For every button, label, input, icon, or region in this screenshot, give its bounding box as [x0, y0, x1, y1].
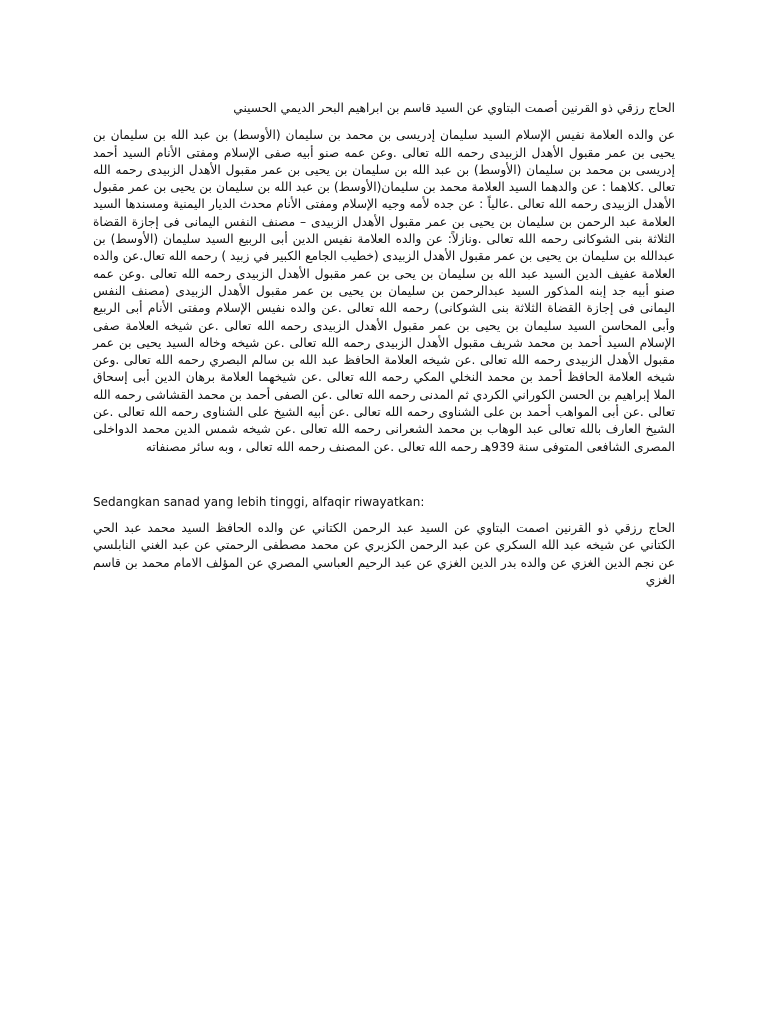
- sanad-chain-paragraph: عن والده العلامة نفيس الإسلام السيد سليمان إدريسى بن محمد بن سليمان (الأوسط) بن عبد الله بن سليمان بن يحيى بن عمر مقبول الأهدل الزبيدى رحمه الله تعالى .وعن عمه صنو أبيه صفى الإسلام ومفتى الأنام السيد أحمد إدريسى بن محمد بن سليمان (الأوسط) بن عبد الله بن سليمان بن يحيى بن عمر مقبول الأهدل الزبيدى رحمه الله تعالى .كلاهما : عن والدهما السيد العلامة محمد بن سليمان(الأوسط) بن عبد الله بن سليمان بن يحيى بن عمر مقبول الأهدل الزبيدى رحمه الله تعالى .عالياً : عن جده لأمه وجيه الإسلام ومفتى الأنام محدث الديار اليمنية ومسندها السيد العلامة عبد الرحمن بن سليمان بن يحيى بن عمر مقبول الأهدل الزبيدى – مصنف النفس اليمانى فى إجازة القضاة الثلاثة بنى الشوكانى رحمه الله تعالى .ونازلاً: عن والده العلامة نفيس الدين أبى الربيع السيد سليمان (الأوسط) بن عبدالله بن سليمان بن يحيى بن عمر مقبول الأهدل الزبيدى (خطيب الجامع الكبير في زبيد ) رحمه الله تعال.عن والده العلامة عفيف الدين السيد عبد الله بن سليمان بن يحى بن عمر مقبول الأهدل الزبيدى رحمه الله تعالى .وعن عمه صنو أبيه جد إبنه المذكور السيد عبدالرحمن بن سليمان بن يحيى بن عمر مقبول الأهدل الزبيدى (مصنف النفس اليمانى فى إجازة القضاة الثلاثة بنى الشوكانى) رحمه الله تعالى .عن والده نفيس الإسلام ومفتى الأنام أبى الربيع وأبى المحاسن السيد سليمان بن يحيى بن عمر مقبول الأهدل الزبيدى رحمه الله تعالى .عن شيخه العلامة صفى الإسلام السيد أحمد بن محمد شريف مقبول الأهدل الزبيدى رحمه الله تعالى .عن شيخه وخاله السيد يحيى بن عمر مقبول الأهدل الزبيدى رحمه الله تعالى .عن شيخه العلامة الحافظ عبد الله بن سالم البصري رحمه الله تعالى .وعن شيخه العلامة الحافظ أحمد بن محمد النخلي المكي رحمه الله تعالى .عن شيخهما العلامة برهان الدين أبى إسحاق الملا إبراهيم بن الحسن الكوراني الكردي ثم المدنى رحمه الله تعالى .عن الصفى أحمد بن محمد القشاشى رحمه الله تعالى .عن أبى المواهب أحمد بن على الشناوى رحمه الله تعالى .عن أبيه الشيخ على الشناوى رحمه الله تعالى .عن الشيخ العارف بالله تعالى عبد الوهاب بن محمد الشعرانى رحمه الله تعالى .عن شيخه شمس الدين محمد الدواخلى المصرى الشافعى المتوفى سنة 939هـ رحمه الله تعالى .عن المصنف رحمه الله تعالى ، وبه سائر مصنفاته: [93, 128, 675, 454]
- sanad-heading-line: الحاج رزقي ذو القرنين أصمت البتاوي عن السيد قاسم بن ابراهيم البحر الديمي الحسيني: [233, 101, 675, 115]
- latin-intro-line: Sedangkan sanad yang lebih tinggi, alfaqir riwayatkan:: [93, 494, 425, 509]
- document-page: [93, 100, 675, 589]
- higher-sanad-paragraph: الحاج رزقي ذو القرنين اصمت البتاوي عن السيد عبد الرحمن الكتاني عن والده الحافظ السيد محمد عبد الحي الكتاني عن شيخه عبد الله السكري عن عبد الرحمن الكزبري عن محمد مصطفى الرحمتي عن عبد الغني النابلسي عن نجم الدين الغزي عن والده بدر الدين الغزي عن عبد الرحيم العباسي المصري عن المؤلف الامام محمد بن قاسم الغزي: [93, 520, 675, 587]
